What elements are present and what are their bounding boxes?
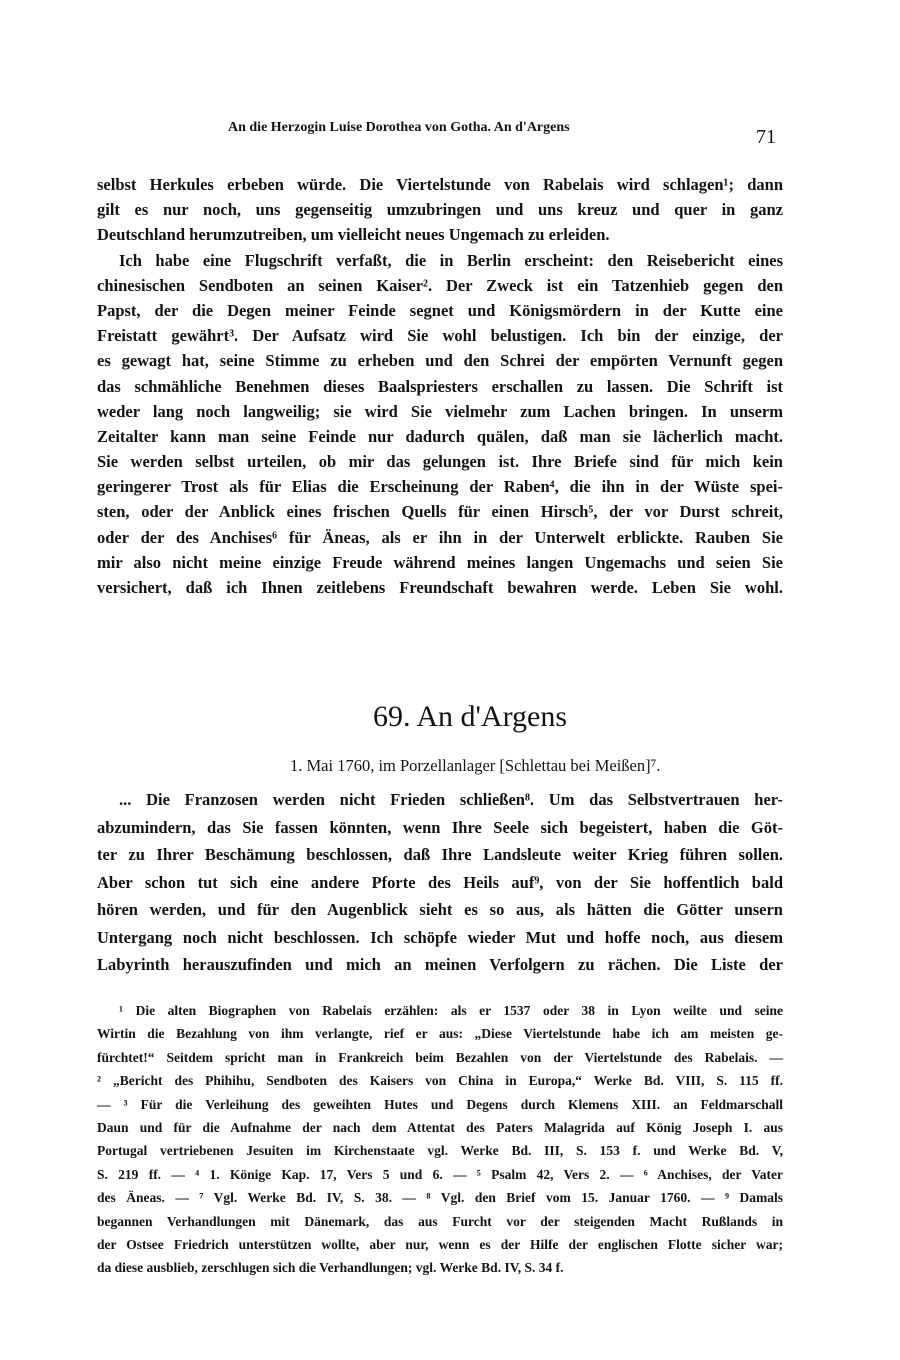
running-header: An die Herzogin Luise Dorothea von Gotha. An d'Argens bbox=[228, 120, 570, 135]
letter-title: 69. An d'Argens bbox=[372, 700, 568, 733]
text-line: versichert, daß ich Ihnen zeitlebens Freundschaft bewahren werde. Leben Sie wohl. bbox=[97, 578, 783, 597]
text-line: Sie werden selbst urteilen, ob mir das gelungen ist. Ihre Briefe sind für mich kein bbox=[97, 452, 783, 472]
footnote-line: Wirtin die Bezahlung von ihm verlangte, rief er aus: „Diese Viertelstunde habe ich am meisten ge- bbox=[97, 1026, 783, 1042]
text-line: mir also nicht meine einzige Freude während meines langen Ungemachs und seien Sie bbox=[97, 552, 783, 572]
footnote-line: des Äneas. — ⁷ Vgl. Werke Bd. IV, S. 38. — ⁸ Vgl. den Brief vom 15. Januar 1760. — ⁹ Damals bbox=[97, 1190, 783, 1206]
text-line: ter zu Ihrer Beschämung beschlossen, daß Ihre Landsleute weiter Krieg führen sollen. bbox=[97, 845, 783, 864]
text-line: sten, oder der Anblick eines frischen Quells für einen Hirsch⁵, der vor Durst schreit, bbox=[97, 502, 783, 522]
text-line: das schmähliche Benehmen dieses Baalspriesters erschallen zu lassen. Die Schrift ist bbox=[97, 376, 783, 396]
text-line: Labyrinth herauszufinden und mich an meinen Verfolgern zu rächen. Die Liste der bbox=[97, 955, 783, 974]
text-line: geringerer Trost als für Elias die Erscheinung der Raben⁴, die ihn in der Wüste spei- bbox=[97, 477, 783, 497]
footnote-line: begannen Verhandlungen mit Dänemark, das aus Furcht vor der steigenden Macht Rußlands in bbox=[97, 1213, 783, 1229]
footnotes bbox=[97, 999, 783, 1280]
text-line: ... Die Franzosen werden nicht Frieden schließen⁸. Um das Selbstvertrauen her- bbox=[119, 790, 783, 809]
text-line: Papst, der die Degen meiner Feinde segnet und Königsmördern in der Kutte eine bbox=[97, 300, 783, 320]
text-line: hören werden, und für den Augenblick sieht es so aus, als hätten die Götter unsern bbox=[97, 900, 783, 919]
footnote-line: Portugal vertriebenen Jesuiten im Kirchenstaate vgl. Werke Bd. III, S. 153 f. und Werke Bd. V, bbox=[97, 1143, 783, 1159]
text-line: Ich habe eine Flugschrift verfaßt, die in Berlin erscheint: den Reisebericht eines bbox=[119, 250, 783, 270]
text-line: chinesischen Sendboten an seinen Kaiser². Der Zweck ist ein Tatzenhieb gegen den bbox=[97, 275, 783, 295]
text-line: gilt es nur noch, uns gegenseitig umzubringen und uns kreuz und quer in ganz bbox=[97, 200, 783, 220]
previous-letter-text bbox=[97, 172, 783, 600]
footnote-line: S. 219 ff. — ⁴ 1. Könige Kap. 17, Vers 5 und 6. — ⁵ Psalm 42, Vers 2. — ⁶ Anchises, der Vater bbox=[97, 1166, 783, 1182]
footnote-line: fürchtet!“ Seitdem spricht man in Frankreich beim Bezahlen von der Viertelstunde des Rabelais. — bbox=[97, 1049, 783, 1065]
text-line: Freistatt gewährt³. Der Aufsatz wird Sie wohl belustigen. Ich bin der einzige, der bbox=[97, 326, 783, 346]
text-line: Aber schon tut sich eine andere Pforte des Heils auf⁹, von der Sie hoffentlich bald bbox=[97, 872, 783, 892]
footnote-line: ² „Bericht des Phihihu, Sendboten des Kaisers von China in Europa,“ Werke Bd. VIII, S. 115 ff. bbox=[97, 1073, 783, 1089]
text-line: Deutschland herumzutreiben, um vielleicht neues Ungemach zu erleiden. bbox=[97, 225, 610, 245]
footnote-line: da diese ausblieb, zerschlugen sich die Verhandlungen; vgl. Werke Bd. IV, S. 34 f. bbox=[97, 1260, 564, 1276]
text-line: weder lang noch langweilig; sie wird Sie vielmehr zum Lachen bringen. In unserm bbox=[97, 401, 783, 421]
text-line: abzumindern, das Sie fassen könnten, wenn Ihre Seele sich begeistert, haben die Göt- bbox=[97, 817, 783, 837]
page-number: 71 bbox=[756, 126, 776, 148]
footnote-line: ¹ Die alten Biographen von Rabelais erzählen: als er 1537 oder 38 in Lyon weilte und seine bbox=[119, 1003, 783, 1018]
text-line: Zeitalter kann man seine Feinde nur dadurch quälen, daß man sie lächerlich macht. bbox=[97, 426, 783, 446]
letter-dateline: 1. Mai 1760, im Porzellanlager [Schlettau bei Meißen]⁷. bbox=[290, 756, 661, 775]
footnote-line: der Ostsee Friedrich unterstützen wollte, aber nur, wenn es der Hilfe der englischen Flotte sicher war; bbox=[97, 1236, 783, 1252]
text-line: Untergang noch nicht beschlossen. Ich schöpfe wieder Mut und hoffe noch, aus diesem bbox=[97, 927, 783, 947]
footnote-line: — ³ Für die Verleihung des geweihten Hutes und Degens durch Klemens XIII. an Feldmarschall bbox=[97, 1096, 783, 1112]
text-line: es gewagt hat, seine Stimme zu erheben und den Schrei der empörten Vernunft gegen bbox=[97, 351, 783, 371]
text-line: selbst Herkules erbeben würde. Die Viertelstunde von Rabelais wird schlagen¹; dann bbox=[97, 175, 783, 194]
text-line: oder der des Anchises⁶ für Äneas, als er ihn in der Unterwelt erblickte. Rauben Sie bbox=[97, 527, 783, 547]
footnote-line: Daun und für die Aufnahme der nach dem Attentat des Paters Malagrida auf König Joseph I. aus bbox=[97, 1119, 783, 1135]
letter-text bbox=[97, 786, 783, 979]
